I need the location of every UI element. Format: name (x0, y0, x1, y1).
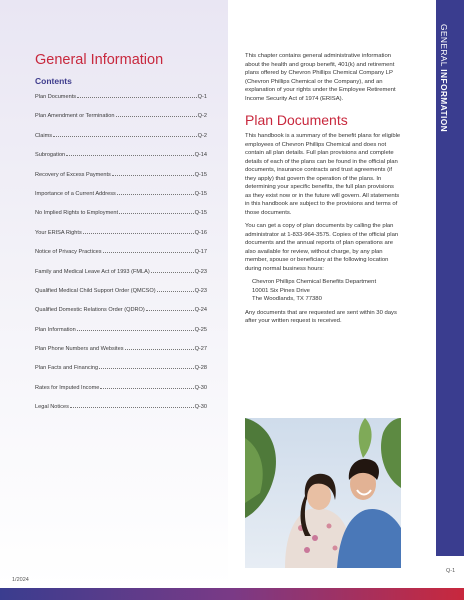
toc-entry[interactable] (35, 268, 207, 287)
toc-leader-dots (157, 287, 194, 292)
toc-leader-dots (77, 93, 197, 98)
toc-leader-dots (99, 364, 193, 369)
toc-leader-dots (117, 190, 194, 195)
toc-leader-dots (100, 384, 193, 389)
toc-entry[interactable] (35, 171, 207, 190)
toc-entry-page: Q-23 (194, 268, 207, 275)
toc-entry[interactable] (35, 229, 207, 248)
page-number: Q-1 (446, 568, 456, 574)
toc-entry-title: Importance of a Current Address (35, 190, 116, 197)
toc-leader-dots (146, 306, 194, 311)
toc-entry-title: Legal Notices (35, 404, 69, 411)
copies-paragraph: You can get a copy of plan documents by calling the plan administrator at 1-833-964-3575. Copies of the official plan documents and the annual reports of plan operations are also available for review, without charge, by any plan member, spouse or beneficiary at the following location during normal business hours: (245, 223, 399, 272)
toc-entry[interactable] (35, 306, 207, 325)
toc-entry-page: Q-15 (194, 210, 207, 217)
toc-entry[interactable] (35, 248, 207, 267)
toc-entry[interactable] (35, 151, 207, 170)
toc-entry[interactable] (35, 190, 207, 209)
toc-entry[interactable] (35, 403, 207, 422)
toc-entry[interactable] (35, 112, 207, 131)
toc-entry-title: Qualified Domestic Relations Order (QDRO) (35, 307, 145, 314)
chapter-tab-label-bold: INFORMATION (439, 69, 449, 133)
toc-entry[interactable] (35, 93, 207, 112)
address-line: The Woodlands, TX 77380 (252, 296, 322, 302)
main-content (245, 52, 401, 331)
toc-entry[interactable] (35, 326, 207, 345)
toc-entry-title: Notice of Privacy Practices (35, 249, 102, 256)
toc-entry[interactable] (35, 132, 207, 151)
toc-entry-title: Rates for Imputed Income (35, 384, 100, 391)
address-line: Chevron Phillips Chemical Benefits Department (252, 279, 377, 285)
toc-entry-page: Q-23 (194, 287, 207, 294)
toc-entry[interactable] (35, 384, 207, 403)
toc-entry[interactable] (35, 364, 207, 383)
toc-leader-dots (116, 112, 197, 117)
toc-entry-page: Q-27 (194, 346, 207, 353)
toc-entry-title: Family and Medical Leave Act of 1993 (FMLA) (35, 268, 150, 275)
toc-entry-title: Your ERISA Rights (35, 229, 82, 236)
toc-entry-page: Q-30 (194, 404, 207, 411)
toc-entry-page: Q-2 (197, 113, 207, 120)
section-title: General Information (35, 52, 164, 68)
chapter-side-tab (436, 0, 464, 556)
toc-leader-dots (103, 248, 194, 253)
footer-date: 1/2024 (12, 577, 29, 583)
toc-entry[interactable] (35, 287, 207, 306)
contents-heading: Contents (35, 76, 72, 86)
toc-leader-dots (112, 171, 194, 176)
toc-leader-dots (77, 326, 194, 331)
toc-leader-dots (53, 132, 197, 137)
couple-photo-image (245, 418, 401, 568)
toc-leader-dots (119, 209, 194, 214)
toc-entry-page: Q-30 (194, 384, 207, 391)
intro-paragraph: This chapter contains general administrative information about the health and group benefit, 401(k) and retirement plans offered by Chevron Phillips Chemical Company LP (Chevron Phillips Chemical or the Company), and an explanation of your rights under the Employee Retirement Income Security Act of 1974 (ERISA). (245, 53, 396, 102)
toc-entry-title: Subrogation (35, 152, 66, 159)
plan-documents-heading: Plan Documents (245, 112, 348, 128)
toc-leader-dots (83, 229, 194, 234)
toc-entry-title: Recovery of Excess Payments (35, 171, 111, 178)
toc-entry-page: Q-16 (194, 229, 207, 236)
toc-entry-page: Q-24 (194, 307, 207, 314)
toc-entry-title: No Implied Rights to Employment (35, 210, 119, 217)
address-block (245, 278, 401, 304)
table-of-contents (35, 93, 207, 423)
handbook-paragraph: This handbook is a summary of the benefit plans for eligible employees of Chevron Phillips Chemical and does not contain all plan details. Full plan provisions and complete details of each of the plans can be found in the official plan documents, insurance contracts and trust agreements (if they apply) that govern the operation of the plans. In determining your specific benefits, the full plan provisions as they exist now or in the future will govern. All statements in this handbook are subject to the provisions and terms of those documents. (245, 133, 401, 216)
toc-entry-page: Q-17 (194, 249, 207, 256)
toc-leader-dots (151, 268, 194, 273)
toc-entry[interactable] (35, 345, 207, 364)
request-paragraph: Any documents that are requested are sent within 30 days after your written request is received. (245, 309, 397, 324)
toc-entry-page: Q-15 (194, 190, 207, 197)
contents-panel (0, 0, 228, 588)
toc-leader-dots (70, 403, 194, 408)
toc-entry-page: Q-15 (194, 171, 207, 178)
toc-entry-page: Q-28 (194, 365, 207, 372)
toc-entry-page: Q-14 (194, 152, 207, 159)
toc-entry[interactable] (35, 209, 207, 228)
couple-photo (245, 418, 401, 568)
toc-entry-title: Claims (35, 132, 53, 139)
toc-entry-page: Q-1 (197, 94, 207, 100)
toc-entry-page: Q-25 (194, 326, 207, 333)
toc-entry-title: Plan Phone Numbers and Websites (35, 346, 124, 353)
toc-entry-title: Plan Documents (35, 94, 77, 100)
toc-entry-title: Plan Amendment or Termination (35, 113, 115, 120)
address-line: 10001 Six Pines Drive (252, 287, 310, 294)
toc-entry-title: Plan Information (35, 326, 76, 333)
toc-leader-dots (125, 345, 194, 350)
bottom-color-bar (0, 588, 464, 600)
toc-entry-page: Q-2 (197, 132, 207, 139)
chapter-tab-label (439, 24, 449, 132)
toc-entry-title: Qualified Medical Child Support Order (QMCSO) (35, 287, 156, 294)
chapter-tab-label-light: GENERAL (439, 24, 449, 70)
toc-entry-title: Plan Facts and Financing (35, 365, 99, 372)
toc-leader-dots (66, 151, 193, 156)
